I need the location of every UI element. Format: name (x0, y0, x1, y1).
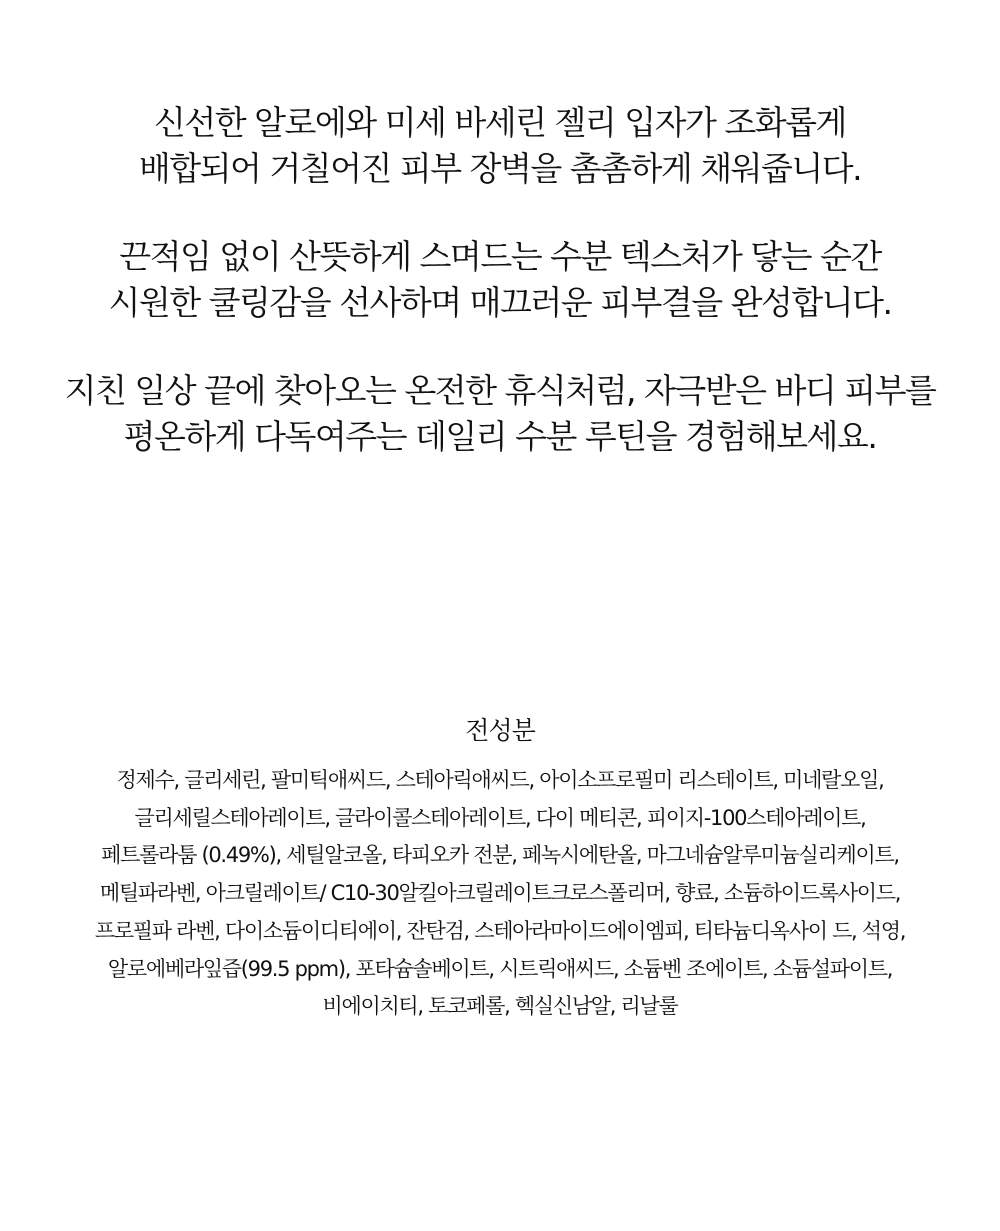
description-paragraph-2 (0, 234, 1000, 326)
ingredients-line: 페트롤라툼 (0.49%), 세틸알코올, 타피오카 전분, 페녹시에탄올, 마그네슘알루미늄실리케이트, (101, 843, 899, 868)
ingredients-line: 알로에베라잎즙(99.5 ppm), 포타슘솔베이트, 시트릭애씨드, 소듐벤 조에이트, 소듐설파이트, (107, 956, 893, 981)
product-description (0, 100, 1000, 502)
description-line: 지친 일상 끝에 찾아오는 온전한 휴식처럼, 자극받은 바디 피부를 (64, 371, 936, 410)
ingredients-title: 전성분 (465, 716, 535, 745)
ingredients-line: 글리세릴스테아레이트, 글라이콜스테아레이트, 다이 메티콘, 피이지-100스테아레이트, (134, 805, 866, 830)
description-line: 평온하게 다독여주는 데일리 수분 루틴을 경험해보세요. (123, 417, 877, 456)
description-paragraph-3 (0, 368, 1000, 460)
description-paragraph-1 (0, 100, 1000, 192)
description-line: 시원한 쿨링감을 선사하며 매끄러운 피부결을 완성합니다. (108, 283, 892, 322)
ingredients-line: 메틸파라벤, 아크릴레이트/ C10-30알킬아크릴레이트크로스폴리머, 향료, 소듐하이드록사이드, (99, 881, 901, 906)
ingredients-line: 정제수, 글리세린, 팔미틱애씨드, 스테아릭애씨드, 아이소프로필미 리스테이트, 미네랄오일, (116, 768, 884, 792)
description-line: 배합되어 거칠어진 피부 장벽을 촘촘하게 채워줍니다. (138, 149, 862, 188)
ingredients-line: 비에이치티, 토코페롤, 헥실신남알, 리날룰 (322, 994, 678, 1019)
ingredients-line: 프로필파 라벤, 다이소듐이디티에이, 잔탄검, 스테아라마이드에이엠피, 티타늄디옥사이 드, 석영, (94, 918, 906, 943)
description-line: 끈적임 없이 산뜻하게 스며드는 수분 텍스처가 닿는 순간 (119, 237, 881, 276)
ingredients-list (0, 762, 1000, 1026)
description-line: 신선한 알로에와 미세 바세린 젤리 입자가 조화롭게 (154, 103, 846, 142)
ingredients-section (0, 708, 1000, 1026)
